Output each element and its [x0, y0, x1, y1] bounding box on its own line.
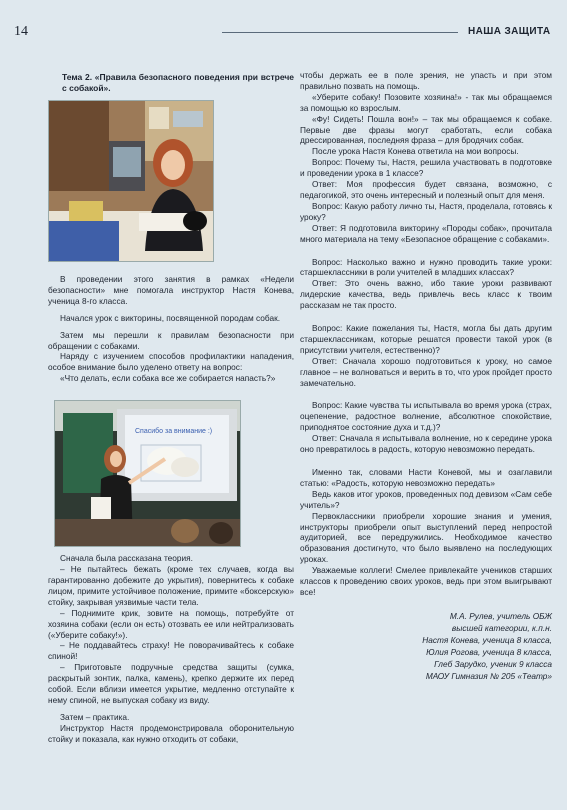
answer: Ответ: Сначала я испытывала волнение, но к середине урока оно превратилось в радость, которую невозможно передать. — [300, 433, 552, 455]
answer: Ответ: Я подготовила викторину «Породы собак», прочитала много материала на тему «Безопасное обращение с собаками». — [300, 222, 552, 244]
paragraph: Наряду с изучением способов профилактики нападения, особое внимание было уделено ответу на вопрос: — [48, 351, 294, 373]
topic-heading: Тема 2. «Правила безопасного поведения при встрече с собакой». — [62, 72, 294, 93]
paragraph: Начался урок с викторины, посвященной породам собак. — [60, 312, 281, 323]
paragraph: «Что делать, если собака все же собирается напасть?» — [60, 373, 276, 384]
classroom-photo-presentation — [54, 400, 241, 547]
paragraph: «Фу! Сидеть! Пошла вон!» – так мы обращаемся к собаке. Первые две фразы могут сработать, если собака дрессированная, последняя фраза – для бродячих собак. — [300, 113, 552, 146]
header-rule — [222, 32, 458, 33]
paragraph: В проведении этого занятия в рамках «Недели безопасности» мне помогала инструктор Настя Конева, ученица 8-го класса. — [48, 274, 294, 306]
paragraph: – Приготовьте подручные средства защиты (сумка, раскрытый зонтик, палка, камень), крепко держите их перед собой. Если вблизи имеется укрытие, медленно отступайте к нему спиной, не выпуская собаку из виду. — [48, 662, 294, 705]
paragraph: Сначала была рассказана теория. — [60, 553, 193, 564]
page-number: 14 — [14, 24, 28, 39]
signature-line: Глеб Зарудко, ученик 9 класса — [434, 658, 552, 669]
paragraph: Инструктор Настя продемонстрировала оборонительную стойку и показала, как нужно отходить от собаки, — [48, 722, 294, 744]
question: Вопрос: Какие чувства ты испытывала во время урока (страх, оцепенение, радостное волнение, абсолютное спокойствие, приподнятое состояние духа и т.д.)? — [300, 400, 552, 433]
classroom-photo-girl-at-desk — [48, 100, 214, 262]
paragraph: Уважаемые коллеги! Смелее привлекайте учеников старших классов к проведению своих уроков, ведь при этом выигрывают все! — [300, 565, 552, 597]
answer: Ответ: Моя профессия будет связана, возможно, с педагогикой, это очень интересный и полезный опыт для меня. — [300, 179, 552, 200]
paragraph: Затем мы перешли к правилам безопасности при обращении с собаками. — [48, 329, 294, 351]
question: Вопрос: Какую работу лично ты, Настя, проделала, готовясь к уроку? — [300, 200, 552, 222]
paragraph: – Не поддавайтесь страху! Не поворачивайтесь к собаке спиной! — [48, 640, 294, 662]
signature-block — [300, 610, 552, 682]
paragraph: – Не пытайтесь бежать (кроме тех случаев, когда вы гарантированно добежите до укрытия), повернитесь к собаке лицом, примите устойчивое положение, примите «боксерскую» стойку, закрывая уязвимые части тела. — [48, 564, 294, 607]
paragraph: После урока Настя Конева ответила на мои вопросы. — [312, 146, 519, 157]
paragraph: – Поднимите крик, зовите на помощь, потребуйте от хозяина собаки (если он есть) отозвать ее или нейтрализовать («Уберите собаку!»). — [48, 607, 294, 640]
signature-line: Настя Конева, ученица 8 класса, — [422, 634, 552, 645]
answer: Ответ: Сначала хорошо подготовиться к уроку, но самое главное – не волноваться и верить в то, что урок пройдет просто замечательно. — [300, 355, 552, 388]
section-title: НАША ЗАЩИТА — [468, 26, 551, 37]
signature-line: Юлия Рогова, ученица 8 класса, — [426, 646, 552, 657]
signature-line: М.А. Рулев, учитель ОБЖ — [449, 610, 552, 621]
paragraph: Именно так, словами Насти Коневой, мы и озаглавили статью: «Радость, которую невозможно передать» — [300, 467, 552, 488]
paragraph: Затем – практика. — [60, 711, 130, 722]
question: Вопрос: Какие пожелания ты, Настя, могла бы дать другим старшеклассникам, которые решатся провести такой урок (в присутствии учителя, естественно)? — [300, 323, 552, 355]
question: Вопрос: Насколько важно и нужно проводить такие уроки: старшеклассники в роли учителей в младших классах? — [300, 256, 552, 278]
slide-title: Спасибо за внимание :) — [135, 428, 213, 436]
paragraph: чтобы держать ее в поле зрения, не упасть и при этом правильно позвать на помощь. — [300, 70, 552, 91]
question: Вопрос: Почему ты, Настя, решила участвовать в подготовке и проведении урока в 1 классе? — [300, 157, 552, 179]
paragraph: «Уберите собаку! Позовите хозяина!» - так мы обращаемся за помощью ко взрослым. — [300, 91, 552, 113]
right-column — [300, 70, 552, 682]
left-column — [48, 72, 294, 745]
signature-line: высшей категории, к.п.н. — [451, 622, 552, 633]
paragraph: Ведь каков итог уроков, проведенных под девизом «Сам себе учитель»? — [300, 488, 552, 510]
paragraph: Первоклассники приобрели хорошие знания и умения, инструкторы приобрели опыт выступлений перед непростой аудиторией, все передружились. Необходимое качество образования достигнуто, что было выявлено на последующих уроках. — [300, 510, 552, 565]
signature-line: МАОУ Гимназия № 205 «Театр» — [425, 670, 552, 681]
answer: Ответ: Это очень важно, ибо такие уроки развивают лидерские качества, ведь привлечь весь класс к твоим рассказам не так просто. — [300, 278, 552, 311]
